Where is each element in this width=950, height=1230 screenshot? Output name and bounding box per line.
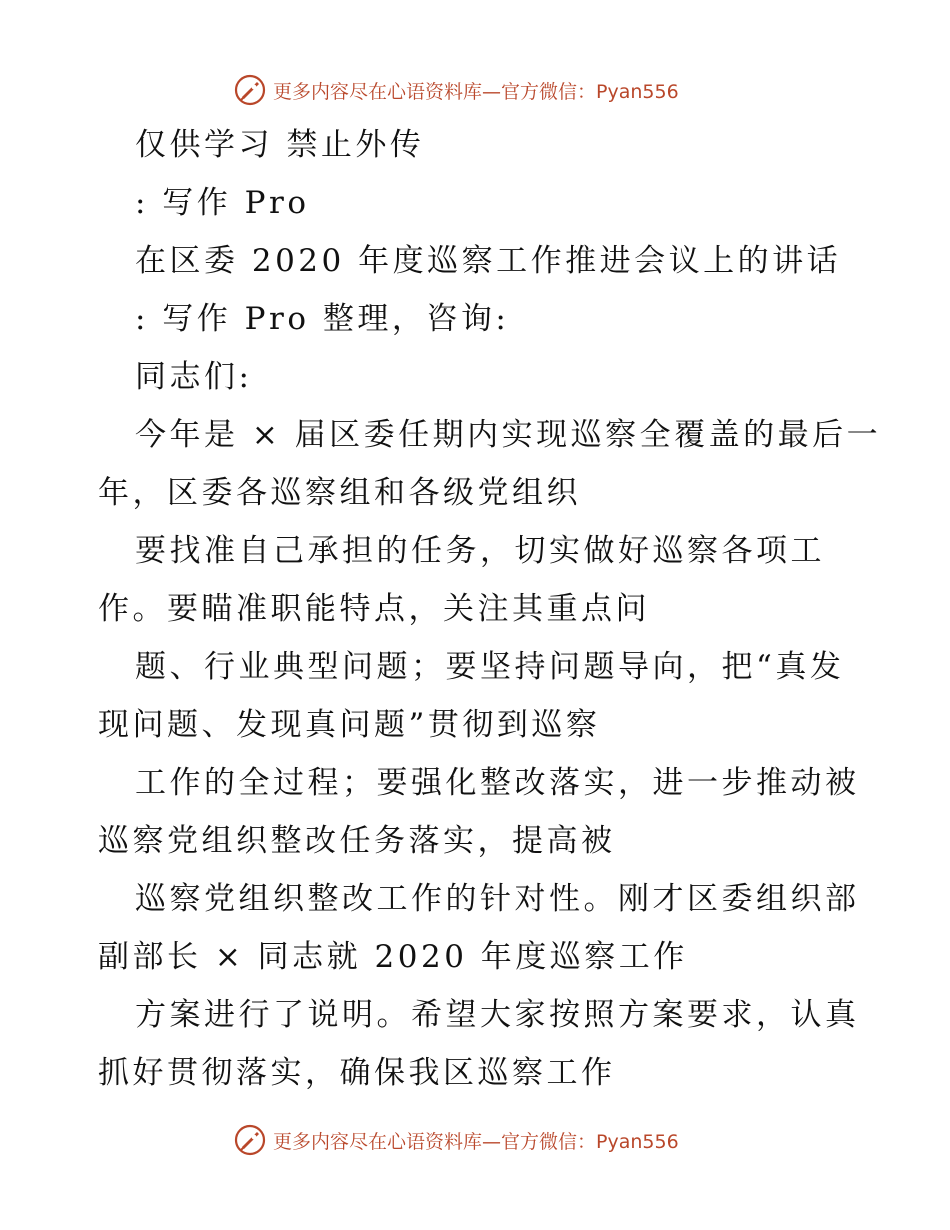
text-line: 要找准自己承担的任务，切实做好巡察各项工 [135,533,825,569]
text-line: 同志们: [135,359,253,395]
text-line: : 写作 Pro [135,185,310,221]
text-line: 今年是 × 届区委任期内实现巡察全覆盖的最后一 [135,417,882,453]
text-line: 仅供学习 禁止外传 [135,127,425,163]
text-line: 作。要瞄准职能特点，关注其重点问 [98,591,650,627]
footer-watermark [233,1122,679,1158]
quill-logo-icon [233,73,267,107]
text-line: 巡察党组织整改工作的针对性。刚才区委组织部 [135,881,860,917]
text-line: 年，区委各巡察组和各级党组织 [98,475,581,511]
text-line: 工作的全过程；要强化整改落实，进一步推动被 [135,765,860,801]
text-line: 在区委 2020 年度巡察工作推进会议上的讲话 [135,243,842,279]
text-line: 副部长 × 同志就 2020 年度巡察工作 [98,939,688,975]
text-line: 抓好贯彻落实，确保我区巡察工作 [98,1055,616,1091]
text-line: 现问题、发现真问题”贯彻到巡察 [98,707,601,743]
watermark-text: 更多内容尽在心语资料库—官方微信：Pyan556 [273,1130,679,1153]
text-line: 方案进行了说明。希望大家按照方案要求，认真 [135,997,860,1033]
quill-logo-icon [233,1123,267,1157]
watermark-text: 更多内容尽在心语资料库—官方微信：Pyan556 [273,80,679,103]
header-watermark [233,72,679,108]
text-line: 题、行业典型问题；要坚持问题导向，把“真发 [135,649,845,685]
text-line: : 写作 Pro 整理，咨询: [135,301,510,337]
text-line: 巡察党组织整改任务落实，提高被 [98,823,616,859]
